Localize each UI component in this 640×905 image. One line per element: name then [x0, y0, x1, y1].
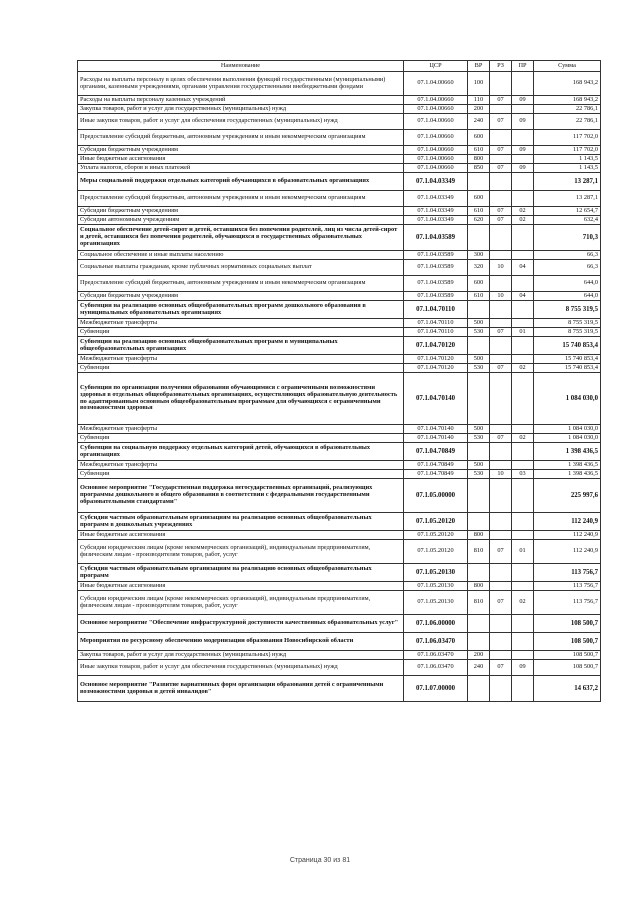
cell-rz — [490, 373, 512, 425]
cell-csr: 07.1.04.70849 — [404, 443, 468, 461]
cell-sum: 22 786,1 — [534, 114, 601, 130]
cell-name: Субвенции — [78, 470, 404, 479]
cell-rz — [490, 337, 512, 355]
cell-pr — [512, 582, 534, 591]
cell-sum: 1 143,5 — [534, 164, 601, 173]
cell-vr — [468, 479, 490, 513]
cell-vr: 110 — [468, 96, 490, 105]
cell-pr — [512, 425, 534, 434]
cell-rz: 07 — [490, 216, 512, 225]
cell-csr: 07.1.04.03349 — [404, 173, 468, 191]
cell-rz: 07 — [490, 660, 512, 676]
cell-vr: 100 — [468, 72, 490, 96]
cell-sum: 15 740 853,4 — [534, 364, 601, 373]
cell-csr: 07.1.04.00660 — [404, 96, 468, 105]
cell-csr: 07.1.04.00660 — [404, 164, 468, 173]
table-row — [78, 207, 601, 216]
cell-csr: 07.1.04.03589 — [404, 251, 468, 260]
cell-sum: 644,0 — [534, 276, 601, 292]
cell-vr: 240 — [468, 114, 490, 130]
cell-csr: 07.1.05.20130 — [404, 591, 468, 615]
cell-csr: 07.1.04.70849 — [404, 461, 468, 470]
cell-pr — [512, 337, 534, 355]
cell-csr: 07.1.04.70140 — [404, 434, 468, 443]
table-row — [78, 355, 601, 364]
cell-sum: 13 287,1 — [534, 191, 601, 207]
cell-vr: 530 — [468, 470, 490, 479]
cell-sum: 1 084 030,0 — [534, 373, 601, 425]
header-vr: ВР — [468, 61, 490, 72]
cell-rz: 07 — [490, 207, 512, 216]
cell-pr: 09 — [512, 114, 534, 130]
table-row — [78, 164, 601, 173]
header-name: Наименование — [78, 61, 404, 72]
cell-rz — [490, 425, 512, 434]
cell-vr — [468, 564, 490, 582]
cell-rz — [490, 513, 512, 531]
cell-name: Субсидии частным образовательным организациям на реализацию основных общеобразовательных программ — [78, 564, 404, 582]
cell-csr: 07.1.06.03470 — [404, 651, 468, 660]
cell-pr — [512, 615, 534, 633]
cell-rz — [490, 105, 512, 114]
cell-sum: 15 740 853,4 — [534, 337, 601, 355]
cell-rz: 07 — [490, 591, 512, 615]
cell-sum: 1 084 030,0 — [534, 425, 601, 434]
cell-pr: 01 — [512, 328, 534, 337]
cell-vr: 200 — [468, 105, 490, 114]
cell-rz — [490, 155, 512, 164]
cell-csr: 07.1.04.70110 — [404, 319, 468, 328]
cell-csr: 07.1.04.70849 — [404, 470, 468, 479]
cell-csr: 07.1.04.03589 — [404, 276, 468, 292]
cell-pr — [512, 105, 534, 114]
table-row — [78, 251, 601, 260]
cell-pr — [512, 633, 534, 651]
table-row — [78, 276, 601, 292]
cell-rz — [490, 225, 512, 251]
cell-sum: 113 756,7 — [534, 591, 601, 615]
cell-rz — [490, 651, 512, 660]
table-row — [78, 591, 601, 615]
cell-vr: 800 — [468, 155, 490, 164]
cell-rz — [490, 130, 512, 146]
cell-name: Субвенции — [78, 364, 404, 373]
cell-csr: 07.1.05.20120 — [404, 540, 468, 564]
cell-pr — [512, 276, 534, 292]
cell-sum: 644,0 — [534, 292, 601, 301]
table-row — [78, 470, 601, 479]
table-row — [78, 633, 601, 651]
cell-rz: 10 — [490, 292, 512, 301]
cell-rz: 10 — [490, 470, 512, 479]
cell-vr: 810 — [468, 540, 490, 564]
cell-vr — [468, 373, 490, 425]
cell-pr: 02 — [512, 364, 534, 373]
table-row — [78, 615, 601, 633]
cell-csr: 07.1.04.00660 — [404, 105, 468, 114]
cell-rz — [490, 355, 512, 364]
cell-sum: 108 500,7 — [534, 660, 601, 676]
cell-csr: 07.1.05.20130 — [404, 582, 468, 591]
cell-sum: 1 398 436,5 — [534, 443, 601, 461]
cell-vr: 530 — [468, 434, 490, 443]
cell-name: Иные бюджетные ассигнования — [78, 582, 404, 591]
cell-sum: 8 755 319,5 — [534, 319, 601, 328]
table-row — [78, 130, 601, 146]
table-row — [78, 660, 601, 676]
table-row — [78, 301, 601, 319]
cell-csr: 07.1.04.03589 — [404, 225, 468, 251]
table-row — [78, 155, 601, 164]
cell-name: Субвенции на социальную поддержку отдельных категорий детей, обучающихся в образовательных организациях — [78, 443, 404, 461]
cell-name: Уплата налогов, сборов и иных платежей — [78, 164, 404, 173]
cell-name: Основное мероприятие "Государственная поддержка негосударственных организаций, реализующих программы дошкольного и общего образования в соответствии с федеральными государственными образовательными стандартами" — [78, 479, 404, 513]
cell-sum: 113 756,7 — [534, 582, 601, 591]
cell-sum: 112 240,9 — [534, 531, 601, 540]
table-row — [78, 225, 601, 251]
cell-name: Закупка товаров, работ и услуг для государственных (муниципальных) нужд — [78, 651, 404, 660]
cell-sum: 1 398 436,5 — [534, 461, 601, 470]
cell-csr: 07.1.05.20120 — [404, 513, 468, 531]
cell-sum: 168 943,2 — [534, 72, 601, 96]
cell-vr: 610 — [468, 146, 490, 155]
cell-rz — [490, 564, 512, 582]
table-row — [78, 216, 601, 225]
cell-name: Субвенции на реализацию основных общеобразовательных программ дошкольного образования в муниципальных образовательных организациях — [78, 301, 404, 319]
cell-sum: 108 500,7 — [534, 633, 601, 651]
table-row — [78, 513, 601, 531]
cell-sum: 8 755 319,5 — [534, 301, 601, 319]
cell-name: Расходы на выплаты персоналу в целях обеспечения выполнения функций государственными (муниципальными) органами, казенными учреждениями, органами управления государственными внебюджетными фондами — [78, 72, 404, 96]
cell-name: Субвенции на реализацию основных общеобразовательных программ в муниципальных общеобразовательных организациях — [78, 337, 404, 355]
cell-rz: 07 — [490, 96, 512, 105]
cell-rz — [490, 276, 512, 292]
table-row — [78, 461, 601, 470]
cell-pr: 04 — [512, 292, 534, 301]
cell-name: Межбюджетные трансферты — [78, 355, 404, 364]
table-row — [78, 105, 601, 114]
cell-name: Иные закупки товаров, работ и услуг для обеспечения государственных (муниципальных) нужд — [78, 660, 404, 676]
cell-csr: 07.1.04.00660 — [404, 130, 468, 146]
cell-vr: 620 — [468, 216, 490, 225]
cell-vr: 530 — [468, 328, 490, 337]
cell-csr: 07.1.06.03470 — [404, 660, 468, 676]
cell-pr: 02 — [512, 207, 534, 216]
cell-sum: 14 637,2 — [534, 676, 601, 702]
cell-csr: 07.1.04.70110 — [404, 328, 468, 337]
cell-name: Иные бюджетные ассигнования — [78, 155, 404, 164]
cell-name: Основное мероприятие "Обеспечение инфраструктурной доступности качественных образовательных услуг" — [78, 615, 404, 633]
cell-sum: 108 500,7 — [534, 651, 601, 660]
cell-csr: 07.1.04.70140 — [404, 425, 468, 434]
cell-name: Межбюджетные трансферты — [78, 425, 404, 434]
cell-rz — [490, 479, 512, 513]
cell-name: Предоставление субсидий бюджетным, автономным учреждениям и иным некоммерческим организациям — [78, 130, 404, 146]
cell-name: Межбюджетные трансферты — [78, 319, 404, 328]
cell-pr: 02 — [512, 434, 534, 443]
table-row — [78, 676, 601, 702]
cell-name: Субсидии автономным учреждениям — [78, 216, 404, 225]
cell-csr: 07.1.06.03470 — [404, 633, 468, 651]
cell-pr: 02 — [512, 216, 534, 225]
cell-name: Субвенции по организации получения образования обучающимися с ограниченными возможностями здоровья в отдельных общеобразовательных организациях, осуществляющих образовательную деятельность по адаптированным основным общеобразовательным программам для обучающихся с ограниченными возможностями здоровья — [78, 373, 404, 425]
cell-vr: 610 — [468, 207, 490, 216]
cell-rz — [490, 319, 512, 328]
cell-pr — [512, 479, 534, 513]
cell-name: Межбюджетные трансферты — [78, 461, 404, 470]
cell-pr — [512, 173, 534, 191]
table-body — [78, 72, 601, 702]
cell-csr: 07.1.04.00660 — [404, 146, 468, 155]
cell-csr: 07.1.06.00000 — [404, 615, 468, 633]
cell-vr: 240 — [468, 660, 490, 676]
cell-rz: 07 — [490, 434, 512, 443]
cell-vr — [468, 443, 490, 461]
cell-rz — [490, 191, 512, 207]
cell-rz — [490, 301, 512, 319]
cell-csr: 07.1.04.03589 — [404, 292, 468, 301]
cell-name: Социальные выплаты гражданам, кроме публичных нормативных социальных выплат — [78, 260, 404, 276]
cell-vr: 600 — [468, 130, 490, 146]
cell-csr: 07.1.04.70140 — [404, 373, 468, 425]
table-row — [78, 425, 601, 434]
cell-name: Меры социальной поддержки отдельных категорий обучающихся в образовательных организациях — [78, 173, 404, 191]
table-row — [78, 364, 601, 373]
cell-csr: 07.1.04.00660 — [404, 114, 468, 130]
cell-name: Иные закупки товаров, работ и услуг для обеспечения государственных (муниципальных) нужд — [78, 114, 404, 130]
cell-pr — [512, 72, 534, 96]
cell-sum: 108 500,7 — [534, 615, 601, 633]
cell-vr — [468, 225, 490, 251]
cell-vr — [468, 513, 490, 531]
cell-rz — [490, 615, 512, 633]
cell-pr — [512, 319, 534, 328]
cell-name: Субсидии бюджетным учреждениям — [78, 146, 404, 155]
cell-vr: 600 — [468, 191, 490, 207]
cell-vr: 320 — [468, 260, 490, 276]
cell-rz — [490, 72, 512, 96]
cell-name: Субсидии частным образовательным организациям на реализацию основных общеобразовательных программ в дошкольных учреждениях — [78, 513, 404, 531]
cell-sum: 225 997,6 — [534, 479, 601, 513]
cell-vr — [468, 676, 490, 702]
cell-rz — [490, 633, 512, 651]
cell-pr — [512, 155, 534, 164]
cell-sum: 15 740 853,4 — [534, 355, 601, 364]
cell-name: Предоставление субсидий бюджетным, автономным учреждениям и иным некоммерческим организациям — [78, 191, 404, 207]
table-row — [78, 72, 601, 96]
page-number: Страница 30 из 81 — [289, 857, 351, 864]
cell-vr — [468, 173, 490, 191]
budget-table-page — [77, 60, 600, 702]
cell-sum: 1 398 436,5 — [534, 470, 601, 479]
cell-sum: 113 756,7 — [534, 564, 601, 582]
cell-vr: 500 — [468, 355, 490, 364]
cell-name: Субсидии бюджетным учреждениям — [78, 207, 404, 216]
cell-vr: 300 — [468, 251, 490, 260]
cell-rz: 07 — [490, 164, 512, 173]
table-row — [78, 328, 601, 337]
cell-pr — [512, 651, 534, 660]
table-row — [78, 582, 601, 591]
cell-rz: 07 — [490, 328, 512, 337]
table-row — [78, 564, 601, 582]
cell-sum: 117 702,0 — [534, 146, 601, 155]
table-row — [78, 540, 601, 564]
cell-name: Иные бюджетные ассигнования — [78, 531, 404, 540]
cell-sum: 168 943,2 — [534, 96, 601, 105]
cell-csr: 07.1.05.20120 — [404, 531, 468, 540]
table-row — [78, 531, 601, 540]
budget-table — [77, 60, 601, 702]
cell-sum: 632,4 — [534, 216, 601, 225]
cell-rz: 10 — [490, 260, 512, 276]
cell-name: Субвенции — [78, 434, 404, 443]
cell-name: Социальное обеспечение детей-сирот и детей, оставшихся без попечения родителей, лиц из числа детей-сирот и детей, оставшихся без попечения родителей, обучающихся в государственных образовательных организациях — [78, 225, 404, 251]
cell-rz — [490, 443, 512, 461]
cell-vr — [468, 615, 490, 633]
cell-pr — [512, 676, 534, 702]
cell-vr: 800 — [468, 582, 490, 591]
header-csr: ЦСР — [404, 61, 468, 72]
cell-sum: 112 240,9 — [534, 513, 601, 531]
cell-pr — [512, 301, 534, 319]
cell-vr — [468, 337, 490, 355]
cell-name: Социальное обеспечение и иные выплаты населению — [78, 251, 404, 260]
table-row — [78, 191, 601, 207]
cell-name: Мероприятия по ресурсному обеспечению модернизации образования Новосибирской области — [78, 633, 404, 651]
table-row — [78, 173, 601, 191]
cell-csr: 07.1.04.03349 — [404, 216, 468, 225]
cell-pr — [512, 373, 534, 425]
cell-sum: 1 084 030,0 — [534, 434, 601, 443]
cell-name: Расходы на выплаты персоналу казенных учреждений — [78, 96, 404, 105]
cell-rz: 07 — [490, 540, 512, 564]
cell-csr: 07.1.04.03589 — [404, 260, 468, 276]
cell-pr — [512, 225, 534, 251]
table-row — [78, 146, 601, 155]
cell-pr: 09 — [512, 164, 534, 173]
cell-vr — [468, 633, 490, 651]
table-row — [78, 434, 601, 443]
cell-vr: 530 — [468, 364, 490, 373]
cell-pr — [512, 513, 534, 531]
cell-csr: 07.1.04.70120 — [404, 337, 468, 355]
cell-pr: 01 — [512, 540, 534, 564]
cell-name: Субсидии бюджетным учреждениям — [78, 292, 404, 301]
cell-pr — [512, 564, 534, 582]
cell-name: Субсидии юридическим лицам (кроме некоммерческих организаций), индивидуальным предпринимателям, физическим лицам - производителям товаров, работ, услуг — [78, 540, 404, 564]
cell-pr — [512, 355, 534, 364]
table-row — [78, 373, 601, 425]
cell-sum: 117 702,0 — [534, 130, 601, 146]
cell-vr: 200 — [468, 651, 490, 660]
cell-pr: 09 — [512, 660, 534, 676]
table-row — [78, 651, 601, 660]
table-row — [78, 114, 601, 130]
cell-csr: 07.1.05.00000 — [404, 479, 468, 513]
cell-pr — [512, 191, 534, 207]
cell-pr — [512, 130, 534, 146]
cell-pr — [512, 443, 534, 461]
cell-pr: 02 — [512, 591, 534, 615]
table-row — [78, 260, 601, 276]
cell-csr: 07.1.07.00000 — [404, 676, 468, 702]
cell-sum: 710,3 — [534, 225, 601, 251]
cell-pr — [512, 251, 534, 260]
cell-csr: 07.1.04.70120 — [404, 355, 468, 364]
cell-vr: 800 — [468, 531, 490, 540]
cell-pr: 04 — [512, 260, 534, 276]
cell-name: Предоставление субсидий бюджетным, автономным учреждениям и иным некоммерческим организациям — [78, 276, 404, 292]
cell-rz: 07 — [490, 146, 512, 155]
header-sum: Сумма — [534, 61, 601, 72]
cell-sum: 8 755 319,5 — [534, 328, 601, 337]
cell-vr: 610 — [468, 292, 490, 301]
cell-csr: 07.1.04.70110 — [404, 301, 468, 319]
cell-name: Закупка товаров, работ и услуг для государственных (муниципальных) нужд — [78, 105, 404, 114]
cell-sum: 66,3 — [534, 260, 601, 276]
cell-vr: 500 — [468, 461, 490, 470]
cell-vr: 500 — [468, 425, 490, 434]
cell-rz — [490, 173, 512, 191]
cell-pr — [512, 531, 534, 540]
cell-rz — [490, 531, 512, 540]
cell-name: Основное мероприятие "Развитие вариативных форм организации образования детей с ограниченными возможностями здоровья и детей инвалидов" — [78, 676, 404, 702]
table-row — [78, 319, 601, 328]
cell-pr: 09 — [512, 146, 534, 155]
table-row — [78, 337, 601, 355]
cell-name: Субсидии юридическим лицам (кроме некоммерческих организаций), индивидуальным предпринимателям, физическим лицам - производителям товаров, работ, услуг — [78, 591, 404, 615]
cell-rz — [490, 582, 512, 591]
table-header-row — [78, 61, 601, 72]
cell-pr — [512, 461, 534, 470]
cell-sum: 1 143,5 — [534, 155, 601, 164]
cell-csr: 07.1.05.20130 — [404, 564, 468, 582]
cell-sum: 112 240,9 — [534, 540, 601, 564]
cell-csr: 07.1.04.03349 — [404, 191, 468, 207]
cell-name: Субвенции — [78, 328, 404, 337]
table-row — [78, 443, 601, 461]
table-row — [78, 292, 601, 301]
header-rz: РЗ — [490, 61, 512, 72]
cell-rz: 07 — [490, 364, 512, 373]
table-row — [78, 96, 601, 105]
cell-vr: 850 — [468, 164, 490, 173]
cell-vr — [468, 301, 490, 319]
cell-csr: 07.1.04.03349 — [404, 207, 468, 216]
cell-sum: 66,3 — [534, 251, 601, 260]
cell-sum: 22 786,1 — [534, 105, 601, 114]
cell-rz — [490, 251, 512, 260]
cell-rz: 07 — [490, 114, 512, 130]
cell-pr: 09 — [512, 96, 534, 105]
cell-vr: 810 — [468, 591, 490, 615]
cell-rz — [490, 461, 512, 470]
table-row — [78, 479, 601, 513]
cell-vr: 500 — [468, 319, 490, 328]
cell-sum: 12 654,7 — [534, 207, 601, 216]
cell-csr: 07.1.04.00660 — [404, 72, 468, 96]
cell-csr: 07.1.04.70120 — [404, 364, 468, 373]
header-pr: ПР — [512, 61, 534, 72]
cell-csr: 07.1.04.00660 — [404, 155, 468, 164]
cell-vr: 600 — [468, 276, 490, 292]
cell-pr: 03 — [512, 470, 534, 479]
cell-sum: 13 287,1 — [534, 173, 601, 191]
cell-rz — [490, 676, 512, 702]
